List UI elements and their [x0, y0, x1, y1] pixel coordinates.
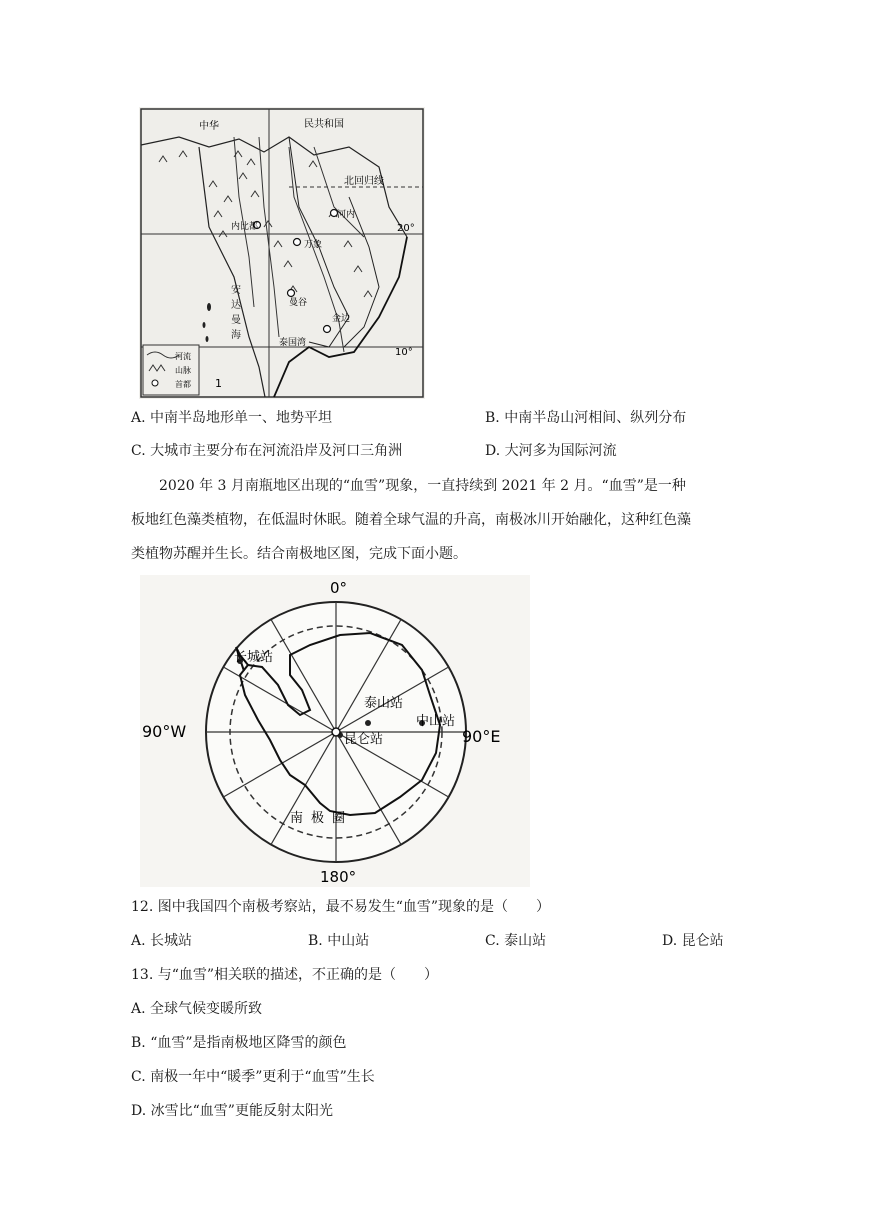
q12-stem: 12. 图中我国四个南极考察站，最不易发生“血雪”现象的是（ ） [131, 899, 551, 915]
map2-label-kunlun: 昆仑站 [344, 732, 384, 747]
map1-label-tropic: 北回归线 [344, 176, 384, 187]
map1-label-phnompenh: 金边 [332, 314, 351, 324]
map2-label-right: 90°E [462, 727, 501, 746]
map1-label-corner: 1 [215, 377, 222, 390]
q12-option-a[interactable]: A. 长城站 [131, 933, 193, 949]
map1-label-andaman: 安达曼海 [231, 285, 241, 341]
q12-option-c[interactable]: C. 泰山站 [485, 933, 547, 949]
map1-label-hanoi: 河内 [337, 210, 356, 220]
map2-label-changcheng: 长城站 [234, 650, 274, 665]
map2-label-bottom: 180° [320, 868, 357, 886]
q13-option-d[interactable]: D. 冰雪比“血雪”更能反射太阳光 [131, 1103, 333, 1119]
passage-line-3: 类植物苏醒并生长。结合南极地区图，完成下面小题。 [131, 546, 467, 562]
q11-option-d[interactable]: D. 大河多为国际河流 [485, 443, 617, 459]
q11-option-b[interactable]: B. 中南半岛山河相间、纵列分布 [485, 410, 687, 426]
q13-option-a[interactable]: A. 全球气候变暖所致 [131, 1001, 263, 1017]
map2-label-zhongshan: 中山站 [416, 714, 456, 729]
map1-label-naypyidaw: 内比都 [231, 222, 259, 232]
map2-label-taishan: 泰山站 [364, 696, 404, 711]
q12-option-b[interactable]: B. 中山站 [308, 933, 370, 949]
map1-label-lat10: 10° [395, 347, 413, 358]
map1-label-china: 中华 [199, 121, 219, 132]
map1-label-legend-capital: 首都 [175, 380, 191, 389]
indochina-map [139, 107, 425, 399]
q13-stem: 13. 与“血雪”相关联的描述，不正确的是（ ） [131, 967, 439, 983]
map2-label-circle: 南极圈 [290, 811, 354, 826]
q13-option-b[interactable]: B. “血雪”是指南极地区降雪的颜色 [131, 1035, 347, 1051]
map1-label-lat20: 20° [397, 223, 415, 234]
passage-line-2: 板地红色藻类植物，在低温时休眠。随着全球气温的升高，南极冰川开始融化，这种红色藻 [131, 512, 691, 528]
map1-label-gulf: 泰国湾 [279, 338, 307, 348]
map2-label-left: 90°W [142, 722, 187, 741]
q11-option-a[interactable]: A. 中南半岛地形单一、地势平坦 [131, 410, 333, 426]
q11-option-c[interactable]: C. 大城市主要分布在河流沿岸及河口三角洲 [131, 443, 403, 459]
antarctica-map [140, 575, 530, 887]
q13-option-c[interactable]: C. 南极一年中“暖季”更利于“血雪”生长 [131, 1069, 375, 1085]
map1-label-vientiane: 万象 [304, 240, 323, 250]
q12-option-d[interactable]: D. 昆仑站 [662, 933, 724, 949]
map1-label-prc: 民共和国 [304, 119, 344, 130]
map1-label-legend-mountain: 山脉 [175, 366, 191, 375]
map1-label-legend-river: 河流 [175, 352, 191, 361]
map2-label-top: 0° [330, 579, 348, 597]
passage-line-1: 2020 年 3 月南瓶地区出现的“血雪”现象，一直持续到 2021 年 2 月。“血雪”是一种 [159, 478, 686, 494]
map1-label-bangkok: 曼谷 [289, 298, 308, 308]
